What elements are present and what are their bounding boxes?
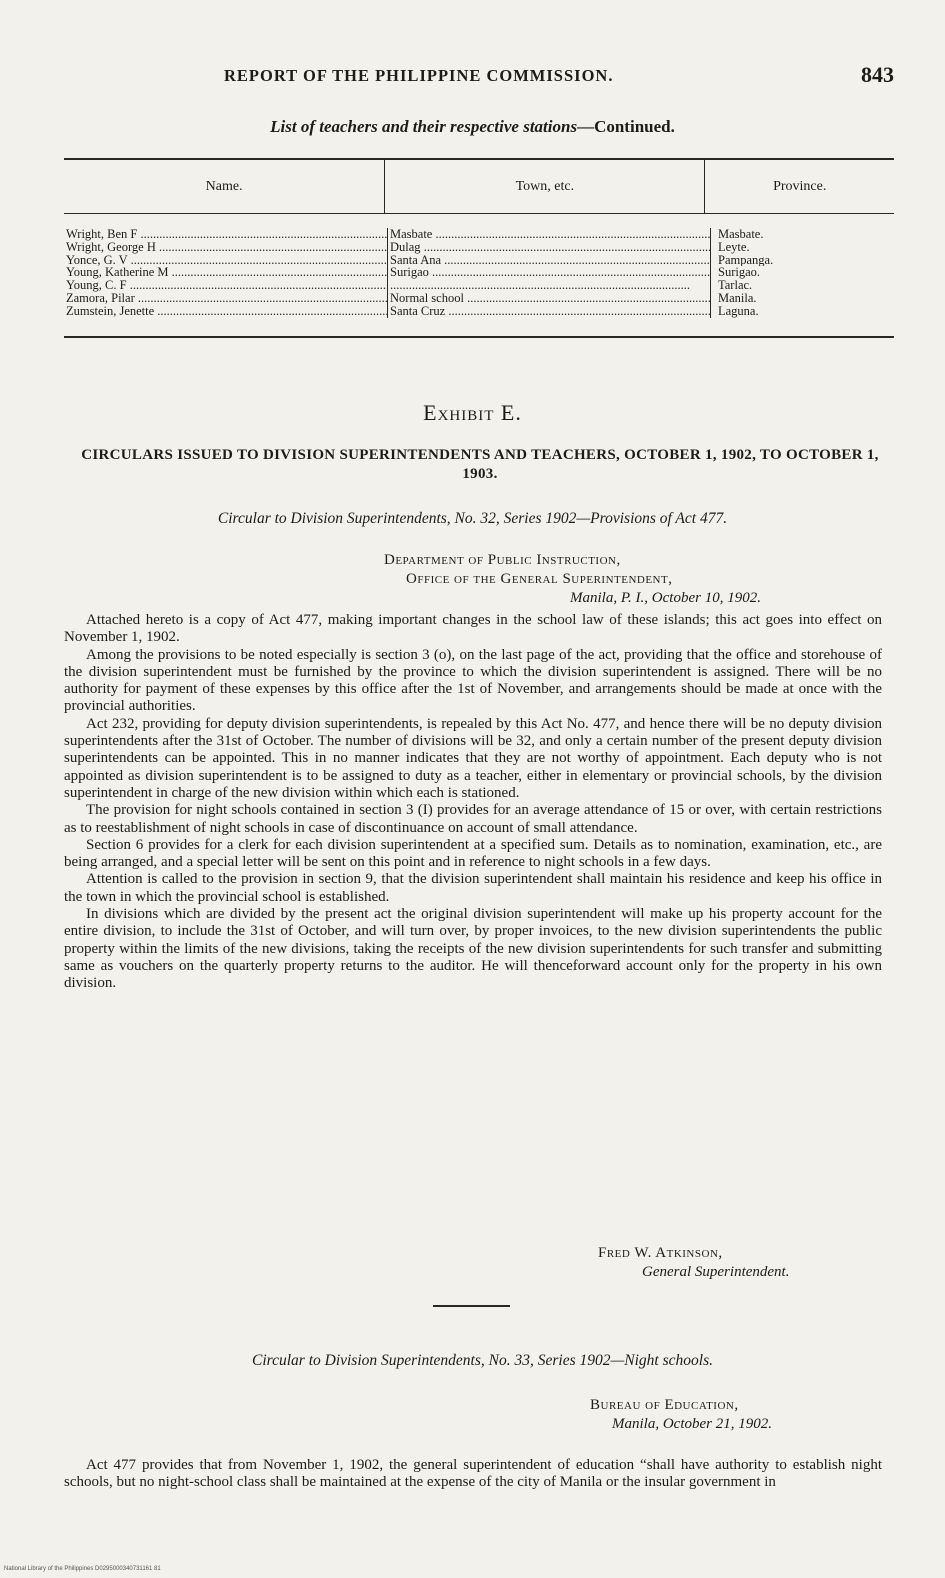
table-cell-town: Masbate ..... [390, 228, 710, 241]
table-cell-town [390, 279, 710, 292]
table-cell-name: Young, Katherine M ..... [66, 266, 387, 279]
body-paragraph: Act 477 provides that from November 1, 1902, the general superintendent of education “shall have authority to establish night schools, but no night-school class shall be maintained at the expense of the city of Manila or the insular government in [64, 1457, 882, 1491]
address-line: Department of Public Instruction, [384, 552, 621, 568]
circular-32-body [64, 612, 882, 993]
table-cell-town: Dulag ..... [390, 241, 710, 254]
table-body [64, 214, 894, 336]
body-paragraph: Attached hereto is a copy of Act 477, making important changes in the school law of these islands; this act goes into effect on November 1, 1902. [64, 612, 882, 646]
body-paragraph: The provision for night schools contained in section 3 (I) provides for an average attendance of 15 or over, with certain restrictions as to reestablishment of night schools in case of discontinuance on account of small attendance. [64, 802, 882, 836]
body-paragraph: Attention is called to the provision in section 9, that the division superintendent shall maintain his residence and keep his office in the town in which the provincial school is established. [64, 871, 882, 905]
running-head-title: REPORT OF THE PHILIPPINE COMMISSION. [224, 66, 614, 85]
section-divider [433, 1305, 510, 1307]
table-cell-town: Surigao ..... [390, 266, 710, 279]
header-province: Province. [704, 160, 894, 213]
province-column [710, 228, 894, 318]
body-paragraph: Among the provisions to be noted especially is section 3 (o), on the last page of the act, providing that the office and storehouse of the division superintendent must be furnished by the province to which the division superintendent is assigned. There will be no authority for payment of these expenses by this office after the 1st of November, and arrangements should be made at once with the provincial authorities. [64, 646, 882, 715]
circular-32-address [384, 551, 761, 608]
header-name: Name. [205, 178, 243, 194]
name-column [64, 228, 387, 318]
table-cell-name: Wright, George H ..... [66, 241, 387, 254]
table-cell-province: Pampanga. [718, 253, 774, 267]
header-town: Town, etc. [384, 160, 704, 213]
table-cell-name: Yonce, G. V ..... [66, 254, 387, 267]
circular-33-address [590, 1396, 772, 1434]
body-paragraph: Act 232, providing for deputy division superintendents, is repealed by this Act No. 477, and hence there will be no deputy division superintendents after the 31st of October. The number of divisions will be 32, and only a certain number of the present deputy division superintendents can be appointed. This in no manner indicates that they are not worthy of appointment. Each deputy who is not appointed as division superintendent is to be assigned to duty as a teacher, either in elementary or provincial schools, by the division superintendent in charge of the new division within which each is stationed. [64, 715, 882, 801]
page-number: 843 [861, 62, 894, 87]
signature-name: Fred W. Atkinson, [598, 1245, 723, 1261]
table-caption-italic: List of teachers and their respective stations [270, 117, 578, 136]
body-paragraph: In divisions which are divided by the present act the original division superintendent will make up his property account for the entire division, to include the 31st of October, and will turn over, by proper invoices, to the new division superintendents the public property within the limits of the new divisions, taking the receipts of the new division superintendents for such transfer and submitting same as vouchers on the quarterly property returns to the auditor. He will thenceforward account only for the property in his own division. [64, 906, 882, 992]
table-caption [0, 117, 945, 137]
circular-32-signature [598, 1244, 789, 1282]
teacher-table [64, 158, 894, 338]
body-paragraph: Section 6 provides for a clerk for each division superintendent at a specified sum. Details as to nomination, examination, etc., are being arranged, and a special letter will be sent on this point and in reference to night schools in a few days. [64, 836, 882, 871]
table-cell-province: Surigao. [718, 266, 761, 280]
address-line: Manila, October 21, 1902. [612, 1416, 772, 1432]
table-cell-province: Tarlac. [718, 279, 753, 292]
address-line: Bureau of Education, [590, 1397, 739, 1413]
table-cell-province: Leyte. [718, 240, 750, 254]
section-heading: CIRCULARS ISSUED TO DIVISION SUPERINTENDENTS AND TEACHERS, OCTOBER 1, 1902, TO OCTOBER 1, 1903. [81, 447, 879, 482]
scan-footer-note: National Library of the Philippines D0295000340731161 81 [4, 1566, 161, 1572]
table-header-row [64, 160, 894, 214]
table-cell-town: Normal school ..... [390, 292, 710, 305]
circular-32-title: Circular to Division Superintendents, No. 32, Series 1902—Provisions of Act 477. [217, 510, 728, 527]
address-line: Manila, P. I., October 10, 1902. [570, 590, 761, 606]
address-line: Office of the General Superintendent, [406, 571, 673, 587]
exhibit-title: Exhibit E. [423, 400, 522, 425]
table-cell-province: Masbate. [718, 228, 764, 241]
table-cell-name: Young, C. F ..... [66, 279, 387, 292]
signature-title: General Superintendent. [642, 1264, 790, 1280]
circular-33-body [64, 1457, 882, 1492]
table-cell-name: Wright, Ben F ..... [66, 228, 387, 241]
running-head [64, 62, 894, 92]
table-caption-plain: —Continued. [577, 117, 675, 136]
table-cell-town: Santa Ana ..... [390, 254, 710, 267]
table-cell-name: Zumstein, Jenette ..... [66, 305, 387, 318]
table-cell-name: Zamora, Pilar ..... [66, 292, 387, 305]
circular-33-title: Circular to Division Superintendents, No. 33, Series 1902—Night schools. [252, 1352, 713, 1369]
table-cell-town: Santa Cruz ..... [390, 305, 710, 318]
table-cell-province: Manila. [718, 291, 757, 305]
table-cell-province: Laguna. [718, 304, 759, 318]
town-column [387, 228, 710, 318]
